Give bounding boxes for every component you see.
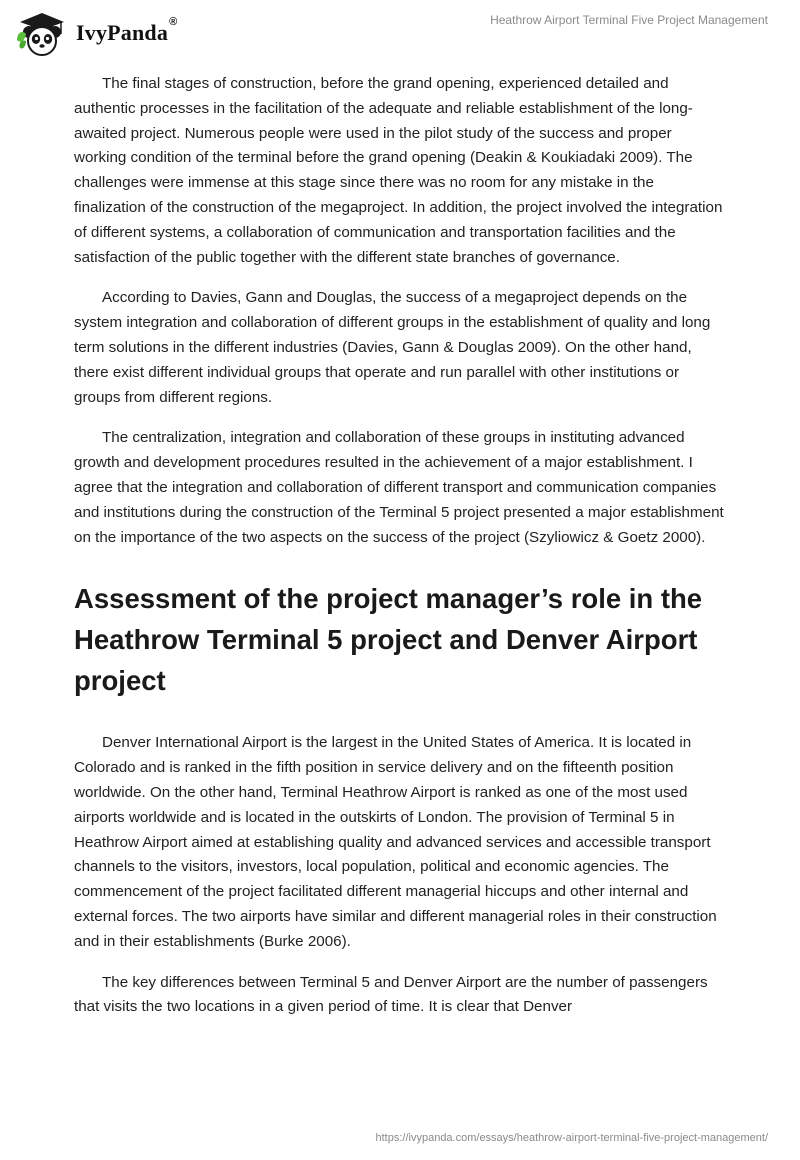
ivypanda-logo[interactable] xyxy=(14,8,177,58)
paragraph-1: The final stages of construction, before the grand opening, experienced detailed and authentic processes in the facilitation of the adequate and reliable establishment of the long-awaited project. Numerous people were used in the pilot study of the success and proper working condition of the terminal before the grand opening (Deakin & Koukiadaki 2009). The challenges were immense at this stage since there was no room for any mistake in the finalization of the construction of the megaproject. In addition, the project involved the integration of different systems, a collaboration of communication and transportation facilities and the satisfaction of the public together with the different state branches of governance. xyxy=(74,75,723,266)
paragraph-4: Denver International Airport is the largest in the United States of America. It is located in Colorado and is ranked in the fifth position in service delivery and on the fifteenth position worldwide. On the other hand, Terminal Heathrow Airport is ranked as one of the most used airports worldwide and is located in the outskirts of London. The provision of Terminal 5 in Heathrow Airport aimed at establishing quality and advanced services and accessible transport channels to the visitors, investors, local population, political and economic agencies. The commencement of the project facilitated different managerial hiccups and other internal and external forces. The two airports have similar and different managerial roles in their construction and in their establishments (Burke 2006). xyxy=(74,734,717,950)
registered-mark: ® xyxy=(169,16,178,28)
page-header xyxy=(0,0,800,64)
panda-graduate-icon xyxy=(14,8,70,58)
paragraph-2: According to Davies, Gann and Douglas, the success of a megaproject depends on the system integration and collaboration of different groups in the establishment of quality and long term solutions in the different industries (Davies, Gann & Douglas 2009). On the other hand, there exist different individual groups that operate and run parallel with other institutions or groups from different regions. xyxy=(74,289,711,406)
section-heading: Assessment of the project manager’s role in the Heathrow Terminal 5 project and Denver Airport project xyxy=(74,583,703,697)
brand-name: IvyPanda® xyxy=(76,16,178,45)
essay-body xyxy=(74,72,726,1036)
source-url[interactable]: https://ivypanda.com/essays/heathrow-airport-terminal-five-project-management/ xyxy=(375,1132,768,1144)
paragraph-3: The centralization, integration and collaboration of these groups in instituting advanced growth and development procedures resulted in the achievement of a major establishment. I agree that the integration and collaboration of different transport and communication companies and institutions during the construction of the Terminal 5 project presented a major establishment on the importance of the two aspects on the success of the project (Szyliowicz & Goetz 2000). xyxy=(74,429,724,546)
paragraph-5: The key differences between Terminal 5 and Denver Airport are the number of passengers that visits the two locations in a given period of time. It is clear that Denver xyxy=(74,973,708,1016)
document-title: Heathrow Airport Terminal Five Project Management xyxy=(490,13,768,27)
